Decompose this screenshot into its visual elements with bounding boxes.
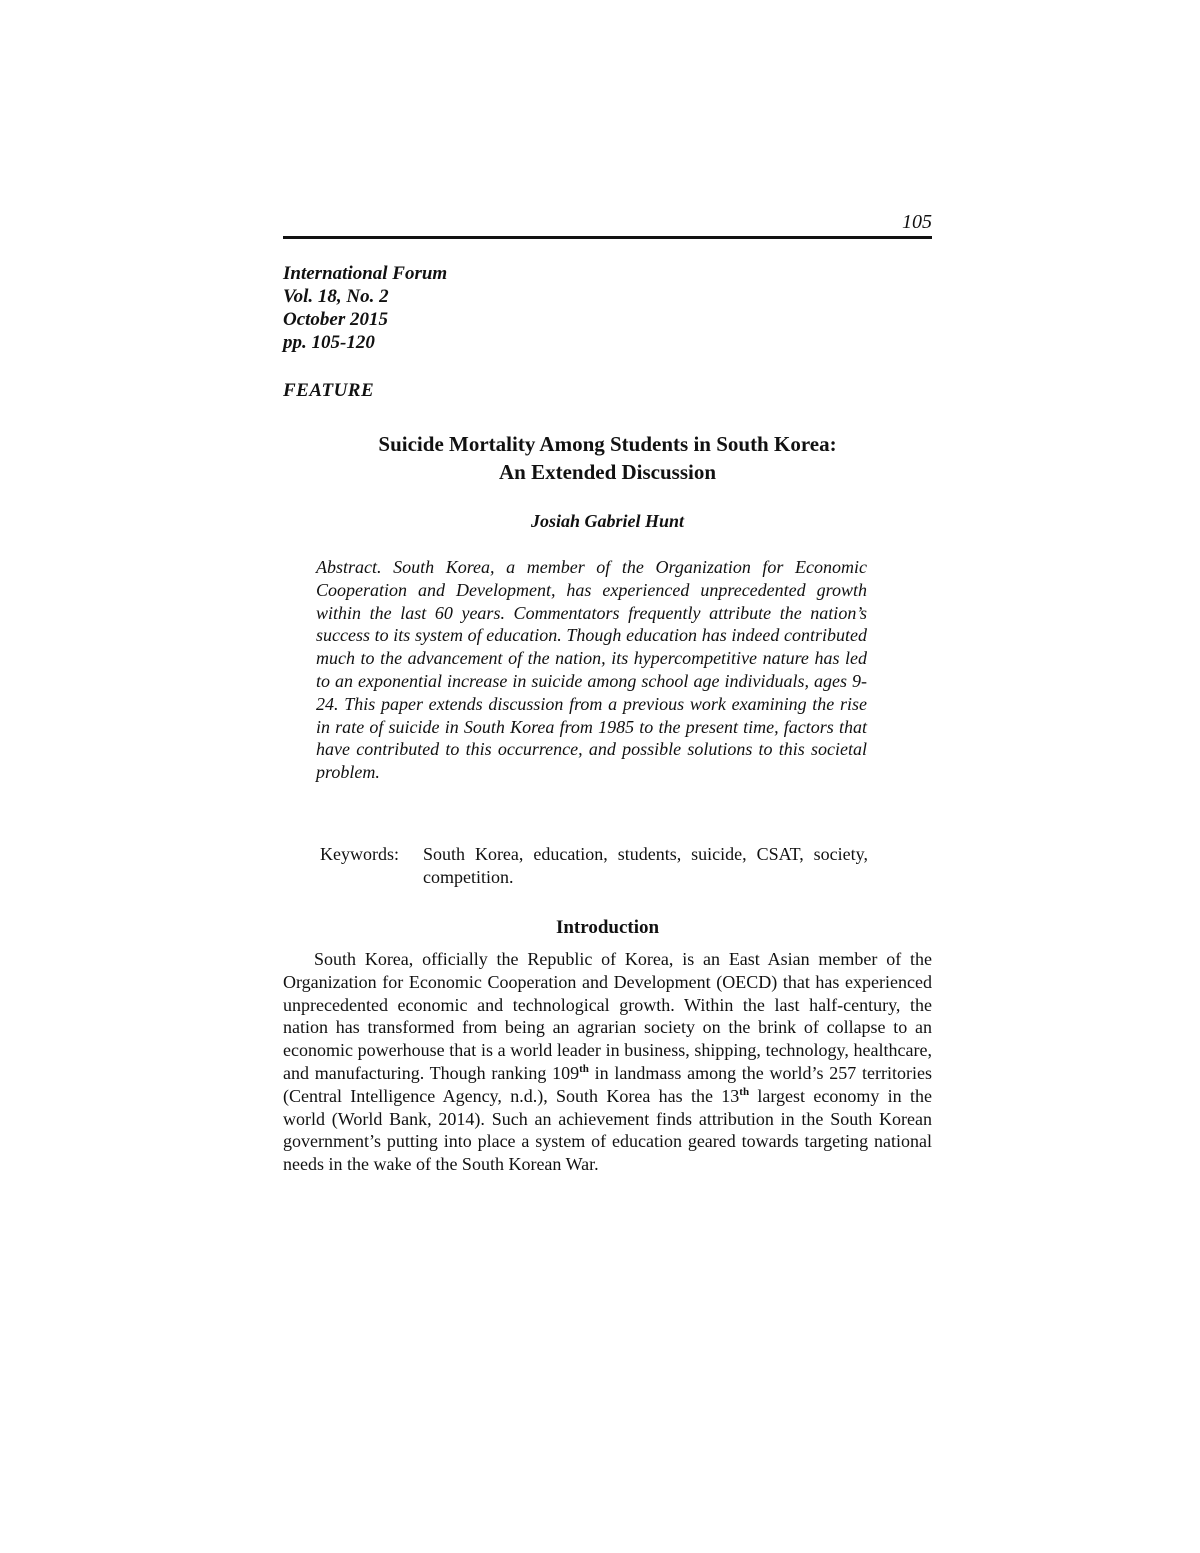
abstract: Abstract. South Korea, a member of the Organization for Economic Cooperation and Development, has experienced unprecedented growth within the last 60 years. Commentators frequently attribute the nation’s success to its system of education. Though education has indeed contributed much to the advancement of the nation, its hypercompetitive nature has led to an exponential increase in suicide among school age individuals, ages 9-24. This paper extends discussion from a previous work examining the rise in rate of suicide in South Korea from 1985 to the present time, factors that have contributed to this occurrence, and possible solutions to this societal problem. (316, 557, 867, 783)
journal-volume: Vol. 18, No. 2 (283, 286, 389, 307)
intro-text-part-2: in landmass among the world’s 257 territories (Central Intelligence Agency, n.d.), South Korea has the 13 (283, 1062, 932, 1106)
section-label: FEATURE (283, 380, 375, 401)
keywords-label: Keywords: (320, 844, 399, 864)
article-title (283, 430, 932, 486)
introduction-heading: Introduction (555, 917, 660, 938)
ordinal-suffix-2: th (739, 1085, 750, 1098)
journal-name: International Forum (283, 263, 448, 284)
article-author: Josiah Gabriel Hunt (530, 511, 685, 531)
ordinal-suffix-1: th (579, 1062, 589, 1075)
journal-info (283, 262, 447, 354)
header-rule (283, 236, 932, 239)
article-title-line-2: An Extended Discussion (498, 460, 717, 484)
intro-text-part-3: largest economy in the world (World Bank, 2014). Such an achievement finds attribution in the South Korean government’s putting into place a system of education geared towards targeting national needs in the wake of the South Korean War. (283, 1085, 932, 1175)
journal-pages: pp. 105-120 (283, 332, 375, 353)
introduction-paragraph (283, 948, 932, 1176)
keywords-list: South Korea, education, students, suicide, CSAT, society, competition. (423, 844, 868, 887)
intro-text-part-1: South Korea, officially the Republic of Korea, is an East Asian member of the Organization for Economic Cooperation and Development (OECD) that has experienced unprecedented economic and technological growth. Within the last half-century, the nation has transformed from being an agrarian society on the brink of collapse to an economic powerhouse that is a world leader in business, shipping, technology, healthcare, and manufacturing. Though ranking 109 (283, 949, 932, 1083)
keywords (320, 843, 868, 889)
page-number: 105 (902, 211, 932, 233)
article-title-line-1: Suicide Mortality Among Students in South Korea: (378, 432, 837, 456)
journal-date: October 2015 (283, 309, 389, 330)
